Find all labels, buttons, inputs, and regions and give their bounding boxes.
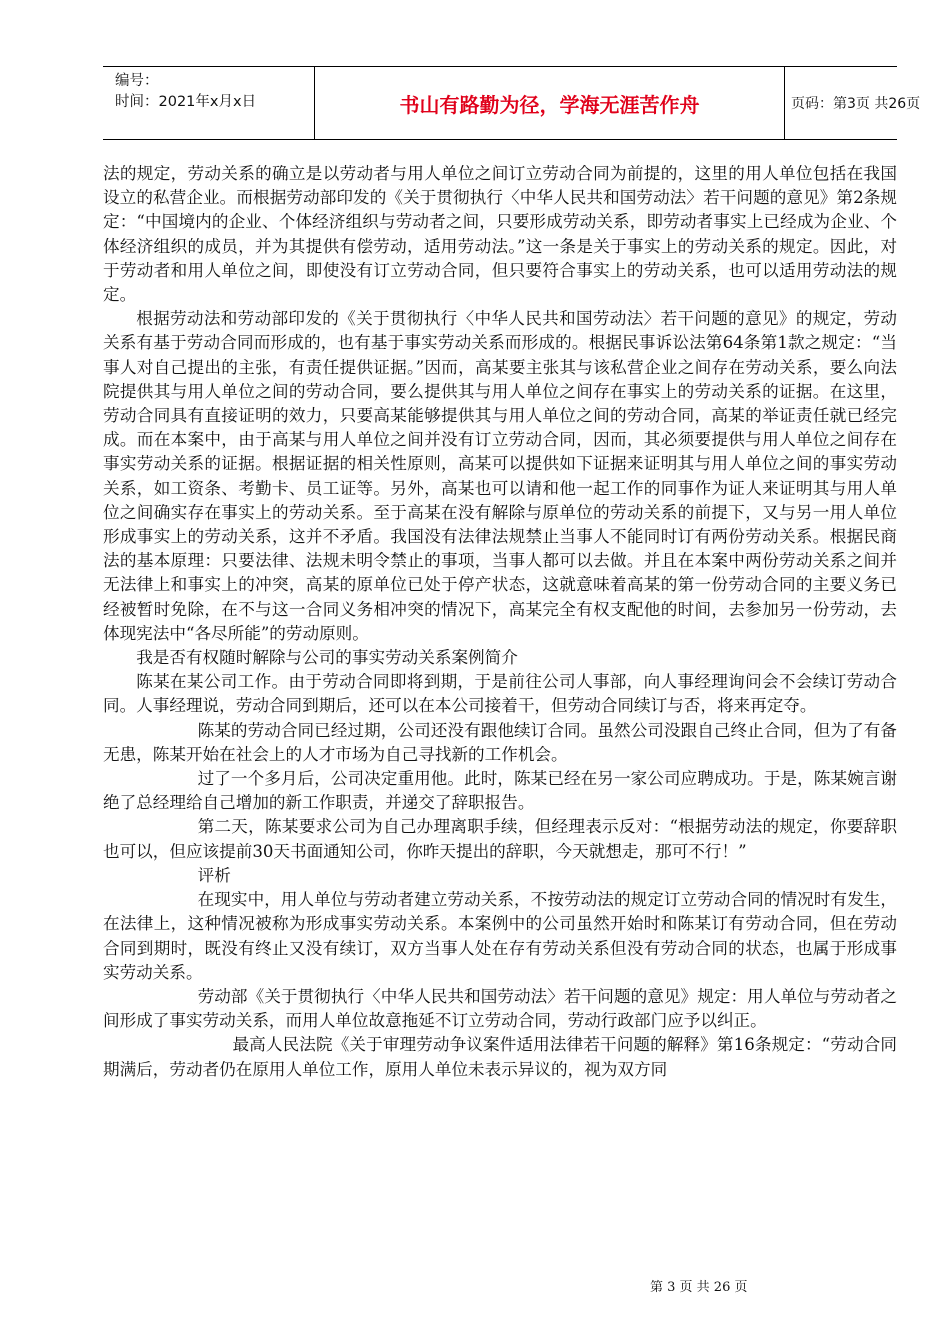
- paragraph: 根据劳动法和劳动部印发的《关于贯彻执行〈中华人民共和国劳动法〉若干问题的意见》的规定，劳动关系有基于劳动合同而形成的，也有基于事实劳动关系而形成的。根据民事诉讼法第64条第1款之规定：“当事人对自己提出的主张，有责任提供证据。”因而，高某要主张其与该私营企业之间存在劳动关系，要么向法院提供其与用人单位之间的劳动合同，要么提供其与用人单位之间存在事实上的劳动关系的证据。在这里，劳动合同具有直接证明的效力，只要高某能够提供其与用人单位之间的劳动合同，高某的举证责任就已经完成。而在本案中，由于高某与用人单位之间并没有订立劳动合同，因而，其必须要提供与用人单位之间存在事实劳动关系的证据。根据证据的相关性原则，高某可以提供如下证据来证明其与用人单位之间的事实劳动关系，如工资条、考勤卡、员工证等。另外，高某也可以请和他一起工作的同事作为证人来证明其与用人单位之间确实存在事实上的劳动关系。至于高某在没有解除与原单位的劳动关系的前提下，又与另一用人单位形成事实上的劳动关系，这并不矛盾。我国没有法律法规禁止当事人不能同时订有两份劳动关系。根据民商法的基本原理：只要法律、法规未明令禁止的事项，当事人都可以去做。并且在本案中两份劳动关系之间并无法律上和事实上的冲突，高某的原单位已处于停产状态，这就意味着高某的第一份劳动合同的主要义务已经被暂时免除，在不与这一合同义务相冲突的情况下，高某完全有权支配他的时间，去参加另一份劳动，去体现宪法中“各尽所能”的劳动原则。: [103, 309, 897, 643]
- header-motto: 书山有路勤为径，学海无涯苦作舟: [315, 67, 785, 139]
- paragraph: 陈某在某公司工作。由于劳动合同即将到期，于是前往公司人事部，向人事经理询问会不会续订劳动合同。人事经理说，劳动合同到期后，还可以在本公司接着干，但劳动合同续订与否，将来再定夺。: [103, 672, 897, 716]
- document-body: [103, 162, 897, 1082]
- document-time-label: 时间：2021年x月x日: [115, 94, 257, 110]
- document-number-label: 编号：: [115, 73, 159, 89]
- paragraph: 第二天，陈某要求公司为自己办理离职手续，但经理表示反对：“根据劳动法的规定，你要辞职也可以，但应该提前30天书面通知公司，你昨天提出的辞职，今天就想走，那可不行！”: [103, 817, 897, 861]
- header-page-code: 页码：第3页 共26页: [791, 96, 921, 112]
- paragraph: 法的规定，劳动关系的确立是以劳动者与用人单位之间订立劳动合同为前提的，这里的用人单位包括在我国设立的私营企业。而根据劳动部印发的《关于贯彻执行〈中华人民共和国劳动法〉若干问题的意见》第2条规定：“中国境内的企业、个体经济组织与劳动者之间，只要形成劳动关系，即劳动者事实上已经成为企业、个体经济组织的成员，并为其提供有偿劳动，适用劳动法。”这一条是关于事实上的劳动关系的规定。因此，对于劳动者和用人单位之间，即使没有订立劳动合同，但只要符合事实上的劳动关系，也可以适用劳动法的规定。: [103, 164, 897, 305]
- header-meta: [103, 67, 315, 139]
- paragraph: 最高人民法院《关于审理劳动争议案件适用法律若干问题的解释》第16条规定：“劳动合同期满后，劳动者仍在原用人单位工作，原用人单位未表示异议的，视为双方同: [103, 1035, 897, 1079]
- paragraph: 劳动部《关于贯彻执行〈中华人民共和国劳动法〉若干问题的意见》规定：用人单位与劳动者之间形成了事实劳动关系，而用人单位故意拖延不订立劳动合同，劳动行政部门应予以纠正。: [103, 986, 897, 1031]
- paragraph: 过了一个多月后，公司决定重用他。此时，陈某已经在另一家公司应聘成功。于是，陈某婉言谢绝了总经理给自己增加的新工作职责，并递交了辞职报告。: [103, 769, 897, 813]
- paragraph: 陈某的劳动合同已经过期，公司还没有跟他续订合同。虽然公司没跟自己终止合同，但为了有备无患，陈某开始在社会上的人才市场为自己寻找新的工作机会。: [103, 720, 897, 764]
- section-heading: 我是否有权随时解除与公司的事实劳动关系案例简介: [136, 648, 518, 668]
- paragraph: 在现实中，用人单位与劳动者建立劳动关系，不按劳动法的规定订立劳动合同的情况时有发生，在法律上，这种情况被称为形成事实劳动关系。本案例中的公司虽然开始时和陈某订有劳动合同，但在劳动合同到期时，既没有终止又没有续订，双方当事人处在存有劳动关系但没有劳动合同的状态，也属于形成事实劳动关系。: [103, 890, 897, 982]
- page-header: [103, 66, 921, 140]
- section-heading: 评析: [197, 865, 231, 885]
- page-footer: 第 3 页 共 26 页: [650, 1280, 748, 1295]
